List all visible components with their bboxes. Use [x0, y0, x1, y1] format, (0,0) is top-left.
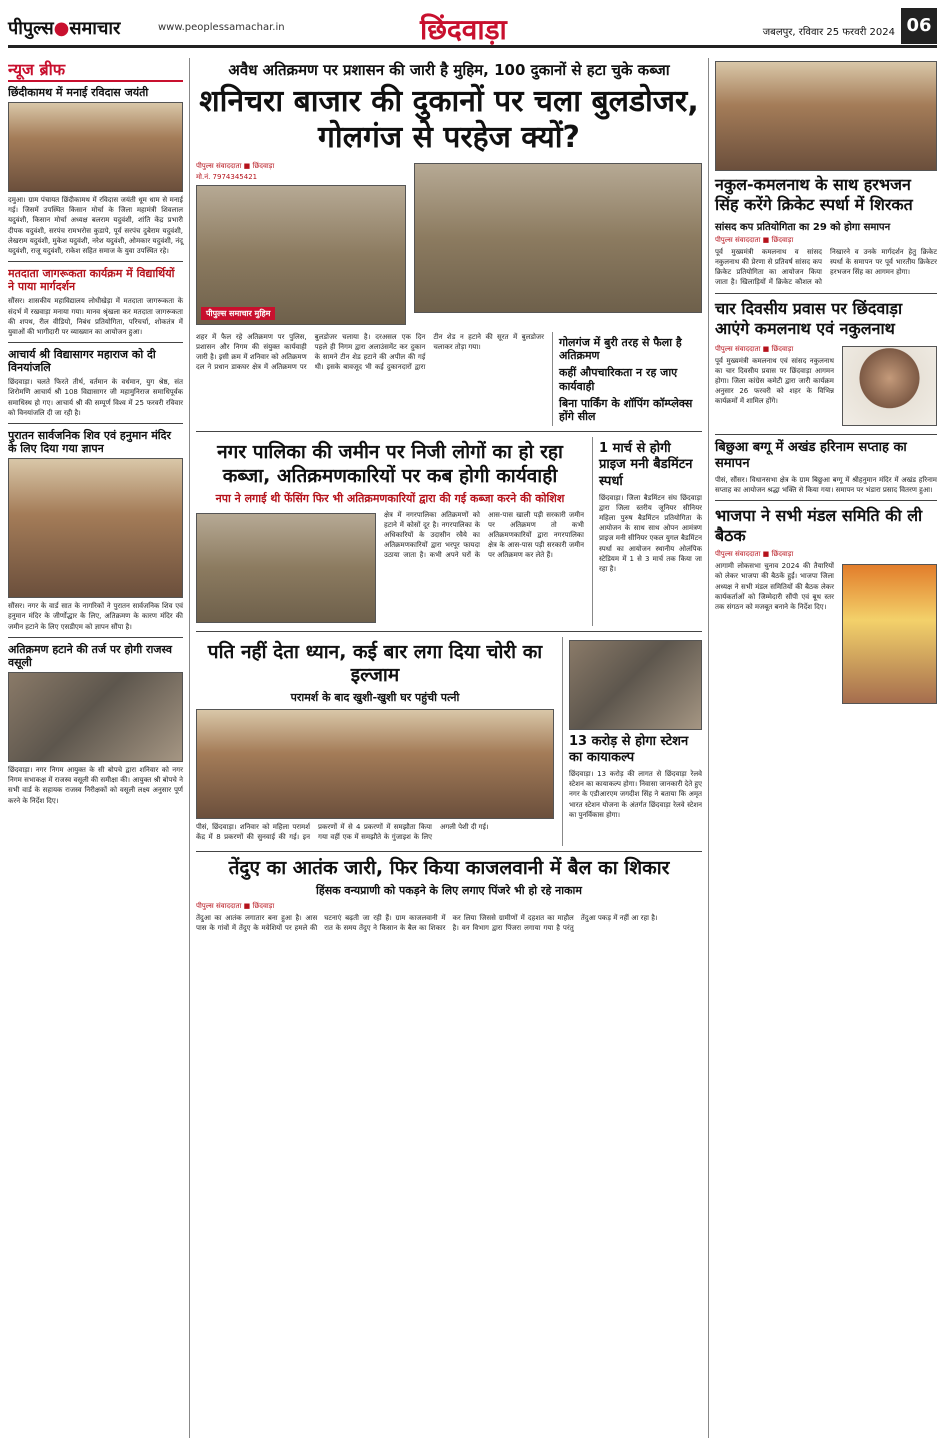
demolition-photo [414, 163, 702, 313]
bjp-meeting-photo [842, 564, 937, 704]
revenue-meeting-photo [8, 672, 183, 762]
right-story-2-body: पूर्व मुख्यमंत्री कमलनाथ एवं सांसद नकुलनाथ का चार दिवसीय प्रवास पर छिंदवाड़ा आगमन होगा। जिला कांग्रेस कमेटी द्वारा जारी कार्यक्रम अनुसार 26 फरवरी को शहर के विभिन्न कार्यक्रमों में शामिल होंगे। [715, 356, 834, 406]
divider [196, 431, 702, 432]
divider [196, 631, 702, 632]
main-column [196, 58, 702, 1438]
right-story-1-byline: पीपुल्स संवाददाता ■ छिंदवाड़ा [715, 236, 794, 244]
brief-badminton-body: छिंदवाड़ा। जिला बैडमिंटन संघ छिंदवाड़ा द्वारा जिला स्तरीय जूनियर सीनियर महिला पुरुष बैडमिंटन प्रतियोगिता के आयोजन के साथ साथ ओपन आमंत्रण प्राइज मनी सीनियर एकल युगल बैडमिंटन स्पर्धा का आयोजन स्थानीय ओलंपिक स्टेडियम में 1 से 3 मार्च तक किया जा रहा है। [599, 493, 702, 573]
brand-part2: समाचार [69, 18, 121, 39]
brief-station-body: छिंदवाड़ा। 13 करोड़ की लागत से छिंदवाड़ा रेलवे स्टेशन का कायाकल्प होगा। निवासा जानकारी देते हुए नगर के एडीआरएम जगदीश सिंह ने बताया कि अमृत भारत स्टेशन योजना के अंतर्गत छिंदवाड़ा रेलवे स्टेशन का पुनर्विकास होगा। [569, 770, 702, 819]
story-4-body: तेंदुआ का आतंक लगातार बना हुआ है। आस पास के गांवों में तेंदुए के मवेशियों पर हमले की घटनाएं बढ़ती जा रही हैं। ग्राम काजलवानी में रात के समय तेंदुए ने किसान के बैल का शिकार कर लिया जिससे ग्रामीणों में दहशत का माहौल है। वन विभाग द्वारा पिंजरा लगाया गया है परंतु तेंदुआ पकड़ में नहीं आ रहा है। [196, 914, 658, 933]
bulldozer-photo [196, 185, 406, 325]
brief-3-headline: आचार्य श्री विद्यासागर महाराज को दी विनयांजलि [8, 347, 156, 375]
right-story-1-subheadline: सांसद कप प्रतियोगिता का 29 को होगा समापन [715, 222, 891, 233]
story-4-subheadline: हिंसक वन्यप्राणी को पकड़ने के लिए लगाए पिंजरे भी हो रहे नाकाम [316, 884, 582, 898]
right-story-2-headline: चार दिवसीय प्रवास पर छिंदवाड़ा आएंगे कमलनाथ एवं नकुलनाथ [715, 298, 903, 338]
counselling-photo [196, 709, 554, 819]
brand-part1: पीपुल्स [8, 18, 54, 39]
story-2-headline: नगर पालिका की जमीन पर निजी लोगों का हो रहा कब्जा, अतिक्रमणकारियों पर कब होगी कार्यवाही [217, 441, 563, 487]
masthead [8, 8, 937, 48]
right-story-3-headline: बिछुआ बग्गू में अखंड हरिनाम सप्ताह का समापन [715, 439, 907, 471]
right-story-4-body: आगामी लोकसभा चुनाव 2024 की तैयारियों को लेकर भाजपा की बैठकें हुईं। भाजपा जिला अध्यक्ष ने सभी मंडल समितियों की बैठक लेकर कार्यकर्ताओं को जिम्मेदारी सौंपी एवं बूथ स्तर तक संगठन को मजबूत बनाने के निर्देश दिए। [715, 562, 834, 611]
story-2-body: क्षेत्र में नगरपालिका अतिक्रमणों को हटाने में कोसों दूर है। नगरपालिका के अधिकारियों के उदासीन रवैये का अतिक्रमणकारियों द्वारा भरपूर फायदा उठाया जाता है। कभी अपने घरों के आस-पास खाली पड़ी सरकारी जमीन पर अतिक्रमण तो कभी अतिक्रमणकारियों द्वारा नगरपालिका क्षेत्र के आस-पास पड़ी सरकारी जमीन पर अतिक्रमण कर लेते हैं। [384, 510, 584, 560]
lead-body: शहर में फैल रहे अतिक्रमण पर पुलिस, प्रशासन और निगम की संयुक्त कार्यवाही जारी है। इसी क्रम में शनिवार को अतिक्रमण दल ने प्रधान डाकघर क्षेत्र में अतिक्रमण पर बुलडोजर चलाया है। दरअसल एक दिन पहले ही निगम द्वारा अलाउंसमेंट कर दुकान के सामने टीन शेड हटाने की अपील की गई थी। इसके बावजूद भी कई दुकानदारों द्वारा टीन शेड न हटाने की सूरत में बुलडोजर चलाकर तोड़ा गया। [196, 333, 544, 372]
left-column [8, 58, 190, 1438]
city-title: छिंदवाड़ा [420, 13, 507, 46]
lead-subhead-2: कहीं औपचारिकता न रह जाए कार्यवाही [559, 366, 678, 393]
story-2-subheadline: नपा ने लगाई थी फेंसिंग फिर भी अतिक्रमणकारियों द्वारा की गई कब्जा करने की कोशिश [215, 491, 565, 505]
brief-1-headline: छिंदीकामथ में मनाई रविदास जयंती [8, 86, 149, 99]
divider [8, 261, 183, 262]
divider [715, 434, 937, 435]
lead-subhead-1: गोलगंज में बुरी तरह से फैला है अतिक्रमण [559, 336, 682, 363]
temple-memorandum-photo [8, 458, 183, 598]
section-title: न्यूज ब्रीफ [8, 58, 183, 82]
right-story-3-body: पीसं, सौंसर। विधानसभा क्षेत्र के ग्राम बिछुआ बग्गू में श्रीहनुमान मंदिर में अखंड हरिनाम सप्ताह का आयोजन श्रद्धा भक्ति से किया गया। समापन पर भंडारा प्रसाद वितरण हुआ। [715, 476, 937, 495]
divider [8, 342, 183, 343]
story-4-headline: तेंदुए का आतंक जारी, फिर किया काजलवानी में बैल का शिकार [228, 857, 670, 880]
brief-badminton-headline: 1 मार्च से होगी प्राइज मनी बैडमिंटन स्पर्धा [599, 441, 693, 489]
brief-station-headline: 13 करोड़ से होगा स्टेशन का कायाकल्प [569, 733, 689, 765]
cricket-meeting-photo [715, 61, 937, 171]
brief-1-body: दमुआ। ग्राम पंचायत छिंदीकामथ में रविदास जयंती धूम धाम से मनाई गई। जिसमें उपस्थित किसान मोर्चा के जिला महामंत्री शिवलाल यदुवंशी, किसान मोर्चा अध्यक्ष बलराम यदुवंशी, शांति केंद्र प्रभारी दीपक यदुवंशी, सरपंच रामभरोस कुडापे, पूर्व सरपंच दुबेराम यदुवंशी, लेखराम यदुवंशी, मुकेश यदुवंशी, नरेश यदुवंशी, ओमकार यदुवंशी, नंदू यदुवंशी, राजू यदुवंशी, राकेश सहित समाज के युवा उपस्थित रहे। [8, 196, 183, 255]
brand-logo: पीपुल्स●समाचार [8, 18, 121, 39]
brief-2-headline: मतदाता जागरूकता कार्यक्रम में विद्यार्थियों ने पाया मार्गदर्शन [8, 267, 175, 294]
right-story-2-byline: पीपुल्स संवाददाता ■ छिंदवाड़ा [715, 344, 794, 353]
lead-deck: अवैध अतिक्रमण पर प्रशासन की जारी है मुहिम, 100 दुकानों से हटा चुके कब्जा [228, 61, 670, 79]
story-3-body: पीसं, छिंदवाड़ा। शनिवार को महिला परामर्श केंद्र में 8 प्रकरणों की सुनवाई की गई। इन प्रकरणों में से 4 प्रकरणों में समझौता किया गया वहीं एक में समझौते के गुंजाइश के लिए अगली पेशी दी गई। [196, 823, 489, 842]
story-3-headline: पति नहीं देता ध्यान, कई बार लगा दिया चोरी का इल्जाम [207, 640, 543, 687]
lead-byline: पीपुल्स संवाददाता ■ छिंदवाड़ा [196, 162, 275, 170]
municipal-land-photo [196, 513, 376, 623]
brief-2-body: सौंसर। शासकीय महाविद्यालय लोधीखेड़ा में मतदाता जागरूकता के संदर्भ में रखवाड़ा मनाया गया। मानव श्रृंखला कर मतदाता जागरूकता की शपथ, रील वीडियो, निबंध प्रतियोगिता, परिचर्चा, शोकतंत्र में युवाओं की भागीदारी पर व्याख्यान का आयोजन हुआ। [8, 297, 183, 336]
divider [715, 500, 937, 501]
right-story-1-body: पूर्व मुख्यमंत्री कमलनाथ व सांसद नकुलनाथ की प्रेरणा से प्रतिवर्ष सांसद कप क्रिकेट प्रतियोगिता का आयोजन किया जाता है। खिलाड़ियों में क्रिकेट कौशल को निखारने व उनके मार्गदर्शन हेतु क्रिकेट स्पर्धा के समापन पर पूर्व भारतीय क्रिकेटर हरभजन सिंह का आगमन होगा। [715, 248, 937, 287]
brand-url: www.peoplessamachar.in [158, 22, 285, 33]
right-story-1-headline: नकुल-कमलनाथ के साथ हरभजन सिंह करेंगे क्रिकेट स्पर्धा में शिरकत [715, 175, 913, 214]
divider [8, 423, 183, 424]
railway-station-photo [569, 640, 702, 730]
lead-mobile: मो.नं. 7974345421 [196, 173, 258, 181]
story-3-subheadline: परामर्श के बाद खुशी-खुशी घर पहुंची पत्नी [290, 691, 460, 705]
lead-headline: शनिचरा बाजार की दुकानों पर चला बुलडोजर, गोलगंज से परहेज क्यों? [199, 84, 699, 155]
divider [715, 293, 937, 294]
ravidas-jayanti-photo [8, 102, 183, 192]
page-number: 06 [901, 8, 937, 44]
brief-4-headline: पुरातन सार्वजनिक शिव एवं हनुमान मंदिर के लिए दिया गया ज्ञापन [8, 428, 171, 456]
divider [196, 851, 702, 852]
dateline: जबलपुर, रविवार 25 फरवरी 2024 [762, 27, 895, 38]
story-4-byline: पीपुल्स संवाददाता ■ छिंदवाड़ा [196, 902, 275, 911]
campaign-tag: पीपुल्स समाचार मुहिम [201, 307, 275, 320]
lead-subhead-3: बिना पार्किंग के शॉपिंग कॉम्प्लेक्स होंगे सील [559, 396, 693, 423]
right-column [708, 58, 937, 1438]
brief-5-headline: अतिक्रमण हटाने की तर्ज पर होगी राजस्व वसूली [8, 642, 172, 669]
brief-3-body: छिंदवाड़ा। चलते फिरते तीर्थ, वर्तमान के वर्धमान, युग श्रेष्ठ, संत शिरोमणि आचार्य श्री 108 विद्यासागर जी महामुनिराज समाधिपूर्वक समाधिस्थ हो गए। आचार्य श्री की सम्पूर्ण विश्व में 25 फरवरी रविवार को विनयांजलि दी जा रही है। [8, 378, 183, 417]
right-story-4-headline: भाजपा ने सभी मंडल समिति की ली बैठक [715, 506, 923, 546]
right-story-4-byline: पीपुल्स संवाददाता ■ छिंदवाड़ा [715, 550, 794, 559]
leader-portrait-photo [842, 346, 937, 426]
divider [8, 637, 183, 638]
brief-4-body: सौंसर। नगर के वार्ड सात के नागरिकों ने पुरातन सार्वजनिक शिव एवं हनुमान मंदिर के जीर्णोद्धार के लिए, अतिक्रमण के कारण मंदिर की जमीन हटाने के लिए एसडीएम को ज्ञापन सौंपा है। [8, 602, 183, 631]
brief-5-body: छिंदवाड़ा। नगर निगम आयुक्त के सी बोपचे द्वारा शनिवार को नगर निगम सभाकक्ष में राजस्व वसूली की समीक्षा की। आयुक्त श्री बोपचे ने सभी वार्ड के सहायक राजस्व निरीक्षकों को वसूली लक्ष्य अनुसार पूर्ण करने के निर्देश दिए। [8, 766, 183, 805]
